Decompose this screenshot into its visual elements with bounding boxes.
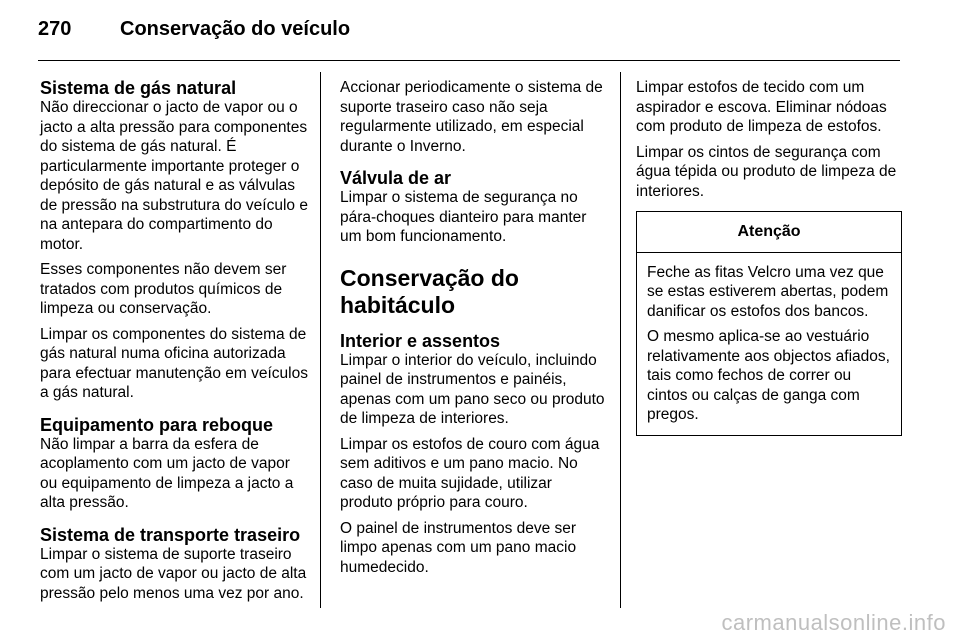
paragraph: Limpar os componentes do sistema de gás natural numa oficina autorizada para efectuar manutenção em veículos a gás natural. — [40, 325, 308, 401]
section-heading-towing: Equipamento para reboque — [40, 414, 274, 435]
paragraph: Accionar periodicamente o sistema de suporte traseiro caso não seja regularmente utilizado, em especial durante o Inverno. — [340, 79, 603, 155]
paragraph: Limpar os cintos de segurança com água tépida ou produto de limpeza de interiores. — [636, 143, 897, 200]
column-divider-1 — [320, 72, 321, 608]
section-heading-interior-seats: Interior e assentos — [340, 330, 501, 351]
column-1 — [40, 78, 310, 609]
column-2 — [340, 78, 608, 583]
paragraph: Não direccionar o jacto de vapor ou o jacto a alta pressão para componentes do sistema de gás natural. É particularmente importante proteger o depósito de gás natural e as válvulas de pressão na substrutura do veículo e na antepara do compartimento do motor. — [40, 99, 308, 253]
paragraph: Não limpar a barra da esfera de acoplamento com um jacto de vapor ou equipamento de limpeza a jacto a alta pressão. — [40, 435, 294, 511]
section-heading-air-valve: Válvula de ar — [340, 168, 452, 188]
paragraph: Limpar estofos de tecido com um aspirador e escova. Eliminar nódoas com produto de limpeza de estofos. — [636, 79, 887, 135]
page-number: 270 — [38, 18, 72, 40]
chapter-heading-interior-care: Conservação do habitáculo — [340, 264, 519, 318]
warning-paragraph: Feche as fitas Velcro uma vez que se estas estiverem abertas, podem danificar os estofos dos bancos. — [647, 263, 889, 320]
column-divider-2 — [620, 72, 621, 608]
warning-box — [636, 211, 902, 436]
section-heading-natural-gas: Sistema de gás natural — [40, 78, 237, 98]
paragraph: Limpar os estofos de couro com água sem aditivos e um pano macio. No caso de muita sujidade, utilizar produto próprio para couro. — [340, 435, 600, 511]
warning-paragraph: O mesmo aplica-se ao vestuário relativamente aos objectos afiados, tais como fechos de correr ou cintos ou calças de ganga com pregos. — [647, 328, 890, 423]
watermark: carmanualsonline.info — [721, 610, 946, 635]
paragraph: O painel de instrumentos deve ser limpo apenas com um pano macio humedecido. — [340, 519, 577, 576]
warning-body — [637, 253, 901, 435]
header-divider — [38, 60, 900, 61]
page-title: Conservação do veículo — [120, 18, 351, 40]
paragraph: Limpar o sistema de suporte traseiro com um jacto de vapor ou jacto de alta pressão pelo menos uma vez por ano. — [40, 545, 307, 602]
paragraph: Limpar o sistema de segurança no pára-choques dianteiro para manter um bom funcionamento. — [340, 189, 587, 245]
column-3 — [636, 78, 902, 436]
paragraph: Esses componentes não devem ser tratados com produtos químicos de limpeza ou conservação. — [40, 261, 287, 317]
section-heading-rear-carrier: Sistema de transporte traseiro — [40, 524, 301, 545]
warning-title: Atenção — [637, 212, 901, 253]
paragraph: Limpar o interior do veículo, incluindo painel de instrumentos e painéis, apenas com um pano seco ou produto de limpeza de interiores. — [340, 351, 605, 427]
